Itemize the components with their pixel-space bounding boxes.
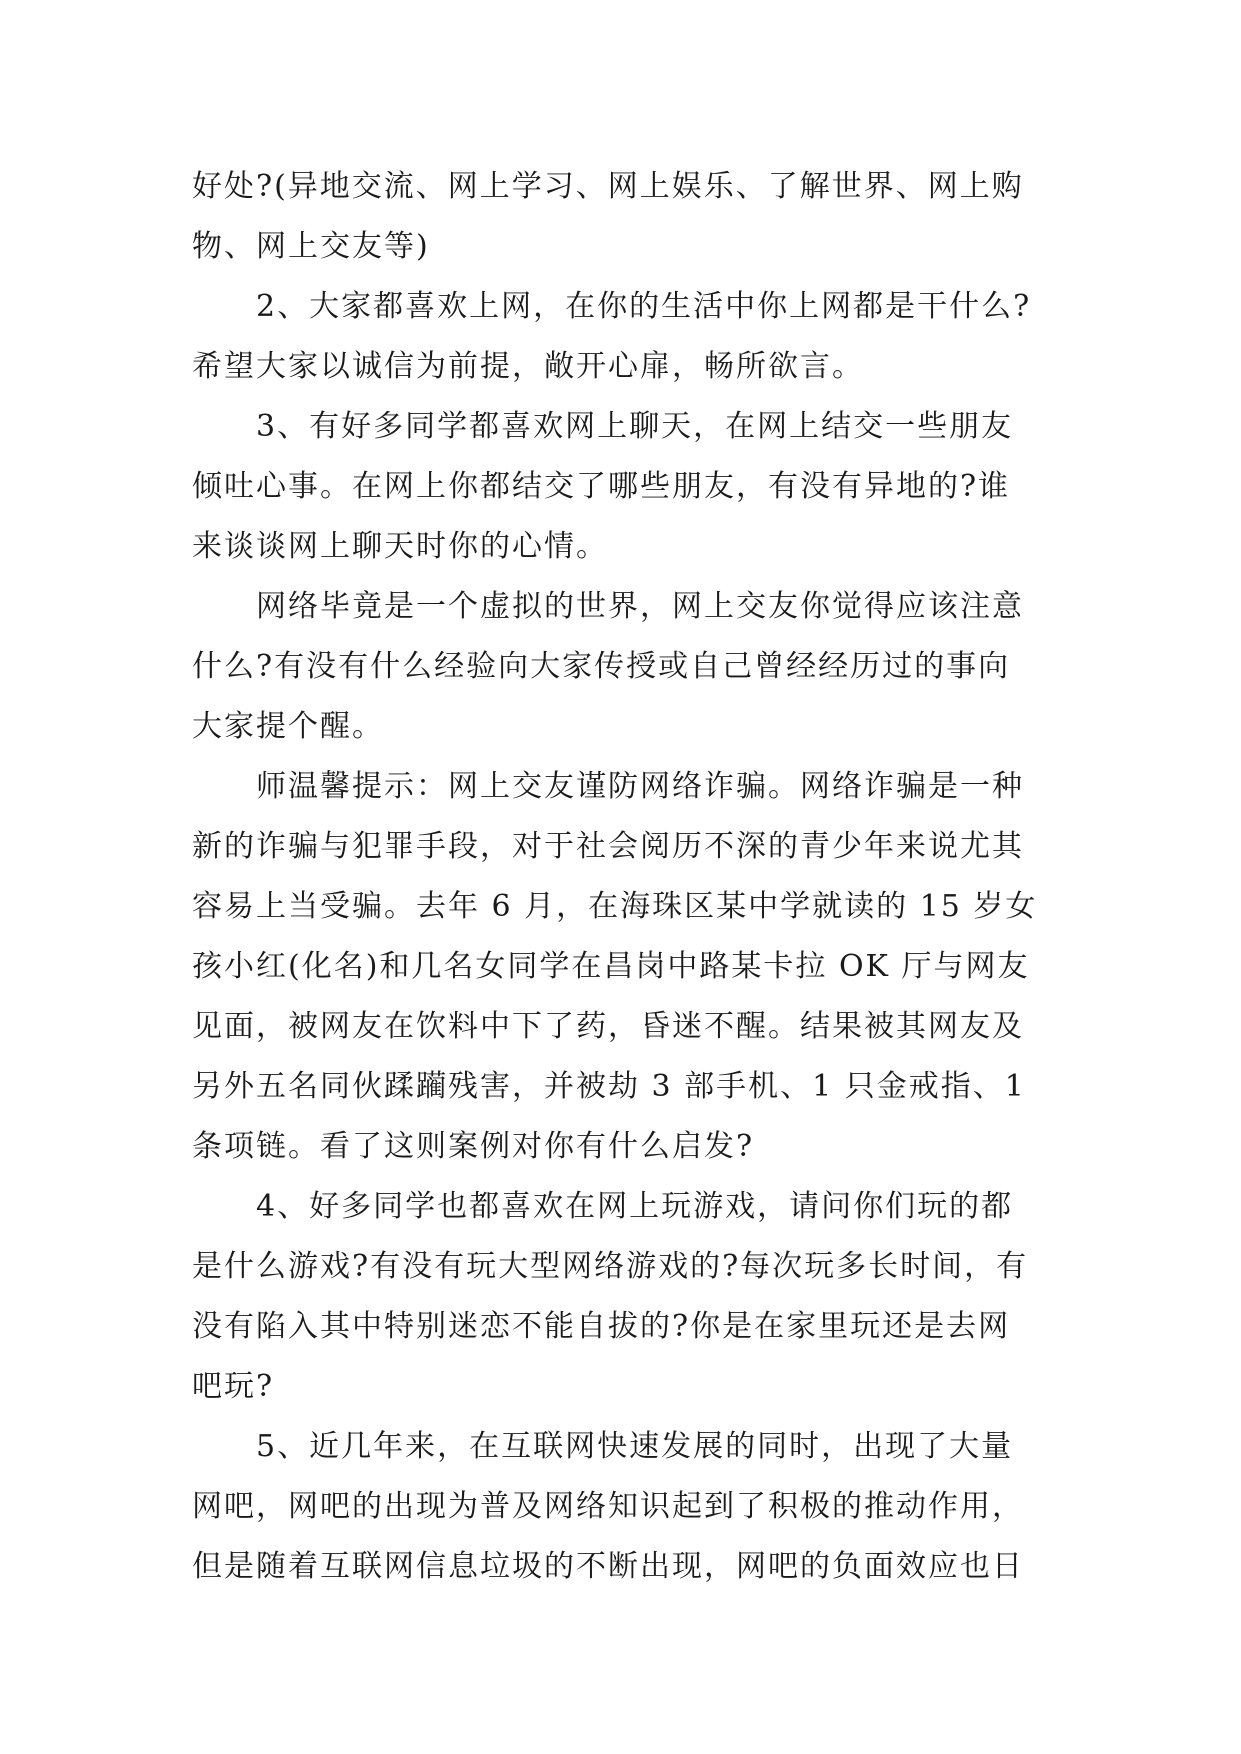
text-line: 条项链。看了这则案例对你有什么启发? bbox=[192, 1129, 755, 1164]
text-line: 4、好多同学也都喜欢在网上玩游戏，请问你们玩的都 bbox=[256, 1189, 1014, 1224]
text-line: 但是随着互联网信息垃圾的不断出现，网吧的负面效应也日 bbox=[192, 1549, 1024, 1584]
text-line: 网吧，网吧的出现为普及网络知识起到了积极的推动作用， bbox=[192, 1489, 1024, 1524]
text-line: 5、近几年来，在互联网快速发展的同时，出现了大量 bbox=[256, 1429, 1014, 1464]
text-line: 好处?(异地交流、网上学习、网上娱乐、了解世界、网上购 bbox=[192, 169, 1024, 204]
text-line: 物、网上交友等) bbox=[192, 229, 430, 264]
text-line: 另外五名同伙蹂躏残害，并被劫 3 部手机、1 只金戒指、1 bbox=[192, 1069, 1026, 1104]
text-line: 什么?有没有什么经验向大家传授或自己曾经经历过的事向 bbox=[192, 649, 1011, 684]
text-line: 师温馨提示：网上交友谨防网络诈骗。网络诈骗是一种 bbox=[256, 769, 1024, 804]
text-line: 新的诈骗与犯罪手段，对于社会阅历不深的青少年来说尤其 bbox=[192, 829, 1024, 864]
text-line: 网络毕竟是一个虚拟的世界，网上交友你觉得应该注意 bbox=[256, 589, 1024, 624]
text-line: 没有陷入其中特别迷恋不能自拔的?你是在家里玩还是去网 bbox=[192, 1309, 1011, 1344]
text-line: 希望大家以诚信为前提，敞开心扉，畅所欲言。 bbox=[192, 349, 864, 384]
text-line: 倾吐心事。在网上你都结交了哪些朋友，有没有异地的?谁 bbox=[192, 469, 1011, 504]
text-line: 3、有好多同学都喜欢网上聊天，在网上结交一些朋友 bbox=[256, 409, 1014, 444]
text-line: 来谈谈网上聊天时你的心情。 bbox=[192, 529, 608, 564]
text-line: 大家提个醒。 bbox=[192, 709, 384, 744]
document-body bbox=[192, 157, 1050, 1597]
text-line: 孩小红(化名)和几名女同学在昌岗中路某卡拉 OK 厅与网友 bbox=[192, 949, 1030, 984]
text-line: 见面，被网友在饮料中下了药，昏迷不醒。结果被其网友及 bbox=[192, 1009, 1024, 1044]
text-line: 是什么游戏?有没有玩大型网络游戏的?每次玩多长时间，有 bbox=[192, 1249, 1029, 1284]
text-line: 吧玩? bbox=[192, 1369, 275, 1404]
text-line: 容易上当受骗。去年 6 月，在海珠区某中学就读的 15 岁女 bbox=[192, 889, 1038, 924]
text-line: 2、大家都喜欢上网，在你的生活中你上网都是干什么? bbox=[256, 289, 1032, 324]
